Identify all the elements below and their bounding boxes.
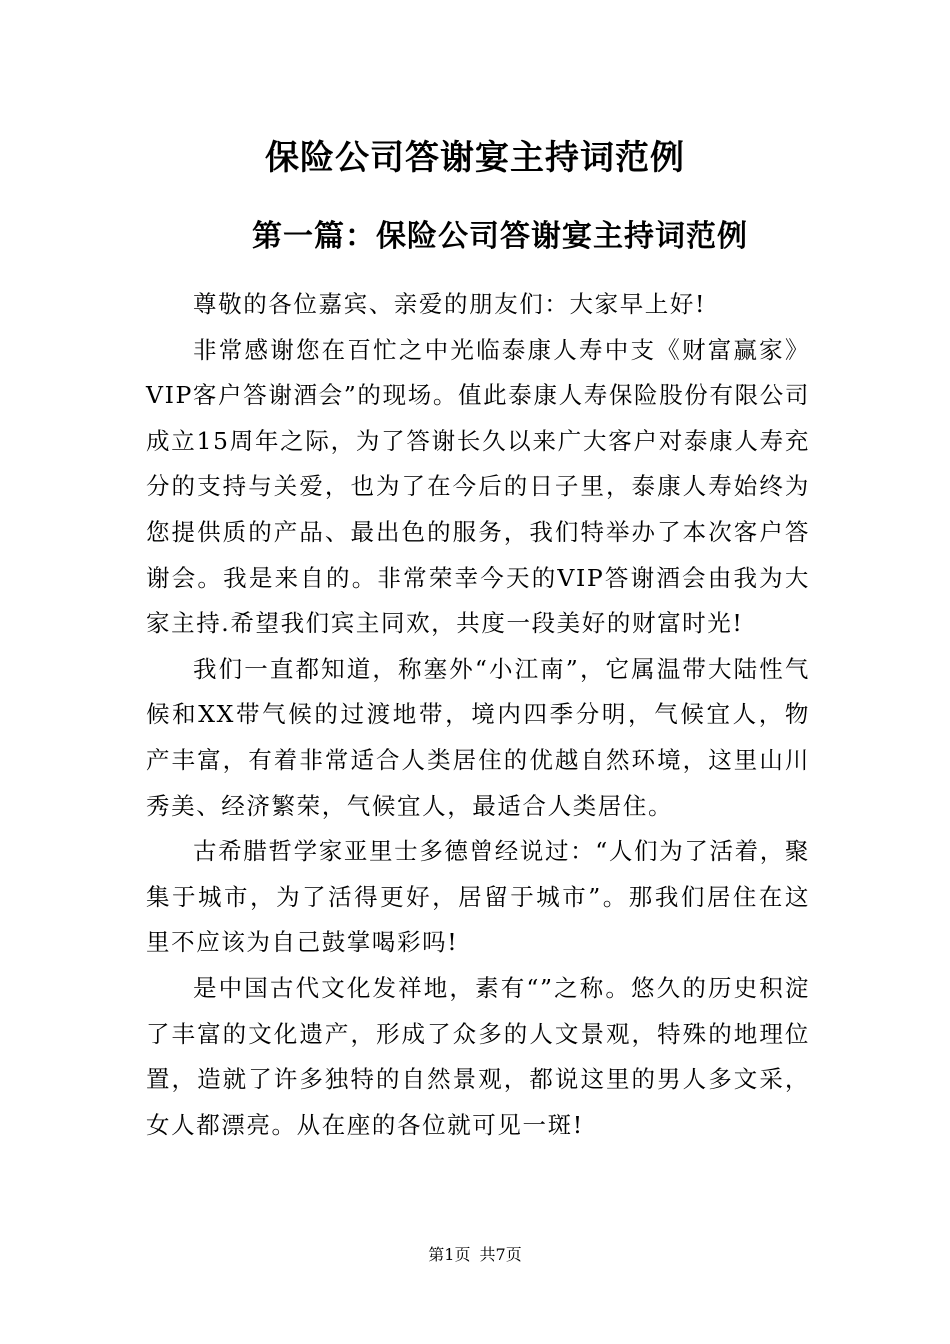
document-body <box>146 282 810 1148</box>
paragraph: 古希腊哲学家亚里士多德曾经说过：“人们为了活着，聚集于城市，为了活得更好，居留于城市”。那我们居住在这里不应该为自己鼓掌喝彩吗! <box>146 837 810 957</box>
page-footer <box>0 1244 950 1266</box>
paragraph: 尊敬的各位嘉宾、亲爱的朋友们：大家早上好! <box>193 290 707 318</box>
paragraph: 非常感谢您在百忙之中光临泰康人寿中支《财富赢家》VIP客户答谢酒会”的现场。值此泰康人寿保险股份有限公司成立15周年之际，为了答谢长久以来广大客户对泰康人寿充分的支持与关爱，也为了在今后的日子里，泰康人寿始终为您提供质的产品、最出色的服务，我们特举办了本次客户答谢会。我是来自的。非常荣幸今天的VIP答谢酒会由我为大家主持.希望我们宾主同欢，共度一段美好的财富时光! <box>146 335 810 638</box>
chapter-title: 第一篇：保险公司答谢宴主持词范例 <box>252 219 748 254</box>
page-number-total: 共7页 <box>479 1245 522 1264</box>
paragraph: 我们一直都知道，称塞外“小江南”，它属温带大陆性气候和XX带气候的过渡地带，境内四季分明，气候宜人，物产丰富，有着非常适合人类居住的优越自然环境，这里山川秀美、经济繁荣，气候宜人，最适合人类居住。 <box>146 654 810 820</box>
page-number-current: 第1页 <box>428 1245 471 1264</box>
document-title: 保险公司答谢宴主持词范例 <box>265 138 685 178</box>
paragraph: 是中国古代文化发祥地，素有“”之称。悠久的历史积淀了丰富的文化遗产，形成了众多的人文景观，特殊的地理位置，造就了许多独特的自然景观，都说这里的男人多文采，女人都漂亮。从在座的各位就可见一斑! <box>146 973 810 1139</box>
